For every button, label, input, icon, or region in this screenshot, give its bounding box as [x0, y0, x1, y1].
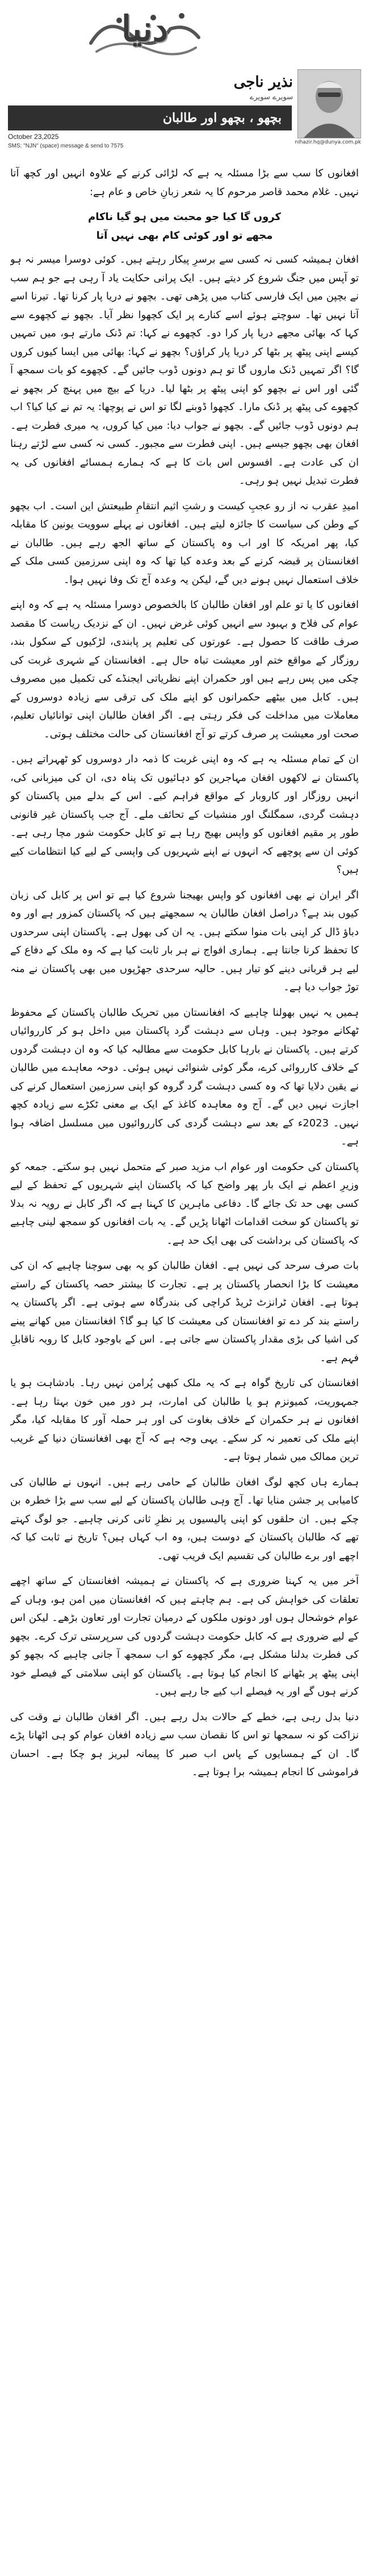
article-paragraph: اگر ایران نے بھی افغانوں کو واپس بھیجنا شروع کیا ہے تو اس پر کابل کی زبان کیوں بند ہے؟ دراصل افغان طالبان یہ سمجھتے ہیں کہ پاکستان کمزور ہے اور وہ دباؤ ڈال کر اپنی بات منوا سکتے ہیں۔ یہ ان کی بھول ہے۔ پاکستان اپنی سرحدوں کا تحفظ کرنا جانتا ہے۔ ہماری افواج نے ہر بار ثابت کیا ہے کہ وہ ملک کے دفاع کے لیے ہر قربانی دینے کو تیار ہیں۔ حالیہ سرحدی جھڑپوں میں بھی پاکستان نے منہ توڑ جواب دیا ہے۔: [10, 889, 359, 993]
article-body: [10, 164, 359, 2564]
column-title: بچھو ، بچھو اور طالبان: [162, 111, 282, 125]
article-paragraph: بات صرف سرحد کی نہیں ہے۔ افغان طالبان کو یہ بھی سوچنا چاہیے کہ ان کی معیشت کا بڑا انحصار پاکستان پر ہے۔ تجارت کا بیشتر حصہ پاکستان کے راستے ہوتا ہے۔ افغان ٹرانزٹ ٹریڈ کراچی کی بندرگاہ سے ہوتی ہے۔ اگر پاکستان یہ راستے بند کر دے تو افغانستان کی معیشت کا کیا ہو گا؟ افغانستان میں کھانے پینے کی اشیا کی بڑی مقدار پاکستان سے جاتی ہے۔ اس کے باوجود کابل کا رویہ ناقابلِ فہم ہے۔: [10, 1260, 359, 1364]
masthead: [0, 0, 369, 67]
article-paragraph: دنیا بدل رہی ہے، خطے کے حالات بدل رہے ہیں۔ اگر افغان طالبان نے وقت کی نزاکت کو نہ سمجھا تو اس کا نقصان سب سے زیادہ افغان عوام کو ہی اٹھانا پڑے گا۔ ان کے ہمسایوں کے پاس اب صبر کا پیمانہ لبریز ہو چکا ہے۔ احسان فراموشی کا انجام ہمیشہ برا ہوتا ہے۔: [10, 1711, 359, 1778]
author-strip: [8, 69, 361, 153]
article-paragraph: آخر میں یہ کہنا ضروری ہے کہ پاکستان نے ہمیشہ افغانستان کے ساتھ اچھے تعلقات کی خواہش کی ہے۔ ہم چاہتے ہیں کہ افغانستان میں امن ہو، وہاں کے عوام خوشحال ہوں اور دونوں ملکوں کے درمیان تجارت اور تعاون بڑھے۔ لیکن اس کے لیے ضروری ہے کہ کابل حکومت دہشت گردوں کی سرپرستی ترک کرے۔ بچھو کی فطرت بدلنا مشکل ہے، مگر کچھوے کو اب سمجھ آ جانی چاہیے کہ بچھو کو اپنی پیٹھ پر بٹھانے کا انجام کیا ہوتا ہے۔ پاکستان کو اپنی سلامتی کے فیصلے خود کرنے ہوں گے اور یہ فیصلے اب کیے جا رہے ہیں۔: [10, 1575, 359, 1697]
column-title-bar: [8, 105, 292, 130]
portrait-graphic: [298, 70, 360, 138]
article-paragraph: افغانستان کی تاریخ گواہ ہے کہ یہ ملک کبھی پُرامن نہیں رہا۔ بادشاہت ہو یا جمہوریت، کمیونزم ہو یا طالبان کی امارت، ہر دور میں خون بہتا رہا ہے۔ افغانوں نے ہر حکمران کے خلاف بغاوت کی اور ہر حملہ آور کا مقابلہ کیا، مگر اپنے ملک کی تعمیر نہ کر سکے۔ یہی وجہ ہے کہ آج بھی افغانستان دنیا کے غریب ترین ممالک میں شمار ہوتا ہے۔: [10, 1377, 359, 1463]
publish-date: October 23,2025: [8, 133, 59, 141]
verse-line: مجھے تو اور کوئی کام بھی نہیں آتا: [96, 229, 273, 242]
article-paragraph: ہمارے ہاں کچھ لوگ افغان طالبان کے حامی رہے ہیں۔ انہوں نے طالبان کی کامیابی پر جشن منایا تھا۔ آج وہی طالبان پاکستان کے لیے سب سے بڑا خطرہ بن چکے ہیں۔ ان حلقوں کو اپنی پالیسیوں پر نظرِ ثانی کرنی چاہیے۔ جو لوگ کہتے تھے کہ طالبان پاکستان کے دوست ہیں، وہ اب کہاں ہیں؟ تاریخ نے ثابت کیا کہ اچھے اور برے طالبان کی تقسیم ایک فریب تھی۔: [10, 1476, 359, 1562]
article-paragraph: پاکستان کی حکومت اور عوام اب مزید صبر کے متحمل نہیں ہو سکتے۔ جمعہ کو وزیرِ اعظم نے ایک بار پھر واضح کیا کہ پاکستان اپنے شہریوں کے تحفظ کے لیے کسی بھی حد تک جائے گا۔ دفاعی ماہرین کا کہنا ہے کہ اگر کابل نے رویہ نہ بدلا تو پاکستان کو سخت اقدامات اٹھانا پڑیں گے۔ یہ بات افغانوں کو سمجھ لینی چاہیے کہ پاکستان کی برداشت کی بھی ایک حد ہے۔: [10, 1160, 359, 1247]
author-subtitle: سویرے سویرے: [249, 93, 293, 102]
verse-line: کروں گا کیا جو محبت میں ہو گیا ناکام: [88, 211, 281, 223]
author-name: نذیر ناجی: [233, 74, 293, 91]
logo-text: دنیا: [121, 8, 169, 49]
author-name-box: [234, 74, 293, 102]
sms-instruction: SMS: "NJN" (space) message & send to 7575: [8, 143, 124, 149]
article-paragraph: امیدِ عقرب نہ از رو عجبِ کیست و رشتِ اثیم انتقامِ طبیعتش این است۔ اب بچھو کے وطن کی سیاست کا جائزہ لیتے ہیں۔ افغانوں نے پہلے سوویت یونین کا مقابلہ کیا، پھر امریکہ کا اور اب وہ پاکستان کے ساتھ الجھ رہے ہیں۔ طالبان نے افغانستان پر قبضہ کرنے کے بعد وعدہ کیا تھا کہ وہ اپنی سرزمین کسی ملک کے خلاف استعمال نہیں ہونے دیں گے، لیکن یہ وعدہ آج تک وفا نہیں ہوا۔: [10, 500, 359, 586]
article-paragraph: ان کے تمام مسئلہ یہ ہے کہ وہ اپنی غربت کا ذمہ دار دوسروں کو ٹھہراتے ہیں۔ پاکستان نے لاکھوں افغان مہاجرین کو دہائیوں تک پناہ دی، ان کی میزبانی کی، انہیں روزگار اور کاروبار کے مواقع فراہم کیے۔ اس کے بدلے میں پاکستان کو دہشت گردی، سمگلنگ اور منشیات کے تحائف ملے۔ آج جب پاکستان غیر قانونی طور پر مقیم افغانوں کو واپس بھیج رہا ہے تو کابل حکومت شور مچا رہی ہے۔ کوئی ان سے پوچھے کہ انہوں نے اپنے شہریوں کی واپسی کے لیے کیا انتظامات کیے ہیں؟: [10, 753, 359, 876]
article-paragraph: افغانوں کا یا تو علم اور افغان طالبان کا بالخصوص دوسرا مسئلہ یہ ہے کہ وہ اپنے عوام کی فلاح و بہبود سے انہیں کوئی غرض نہیں۔ ان کے نزدیک ریاست کا مقصد صرف طاقت کا حصول ہے۔ عورتوں کی تعلیم پر پابندی، لڑکیوں کے سکول بند، روزگار کے مواقع ختم اور معیشت تباہ حال ہے۔ افغانستان کے شہری غربت کی چکی میں پس رہے ہیں اور حکمران اپنے نظریاتی ایجنڈے کی تکمیل میں مصروف ہیں۔ کابل میں بیٹھے حکمرانوں کو اپنے ملک کی ترقی سے زیادہ دوسروں کے معاملات میں مداخلت کی فکر رہتی ہے۔ اگر افغان طالبان اپنی توانائیاں تعلیم، صحت اور معیشت پر صرف کرتے تو آج افغانستان کی حالت مختلف ہوتی۔: [10, 599, 359, 740]
newspaper-logo-icon: [85, 3, 204, 60]
article-paragraph: ہمیں یہ نہیں بھولنا چاہیے کہ افغانستان میں تحریک طالبان پاکستان کے محفوظ ٹھکانے موجود ہیں۔ وہاں سے دہشت گرد پاکستان میں داخل ہو کر کارروائیاں کرتے ہیں۔ پاکستان نے بارہا کابل حکومت سے مطالبہ کیا کہ وہ ان دہشت گردوں کے خلاف کارروائی کرے، مگر کوئی شنوائی نہیں ہوئی۔ دوحہ معاہدے میں طالبان نے یقین دلایا تھا کہ وہ کسی دہشت گرد گروہ کو اپنی سرزمین استعمال کرنے کی اجازت نہیں دیں گے۔ آج وہ معاہدہ کاغذ کے ایک بے معنی ٹکڑے سے زیادہ کچھ نہیں۔ 2023ء کے بعد سے دہشت گردی کی کارروائیوں میں مسلسل اضافہ ہوا ہے۔: [10, 1006, 359, 1147]
author-portrait-icon: [297, 69, 361, 138]
article-paragraph: افغانوں کا سب سے بڑا مسئلہ یہ ہے کہ لڑائی کرنے کے علاوہ انہیں اور کچھ آتا نہیں۔ غلام محمد قاصر مرحوم کا یہ شعر زبانِ خاص و عام ہے:: [10, 167, 359, 198]
author-email[interactable]: nihazir.hq@dunya.com.pk: [295, 140, 361, 145]
article-paragraph: افغان ہمیشہ کسی نہ کسی سے برسرِ پیکار رہتے ہیں۔ کوئی دوسرا میسر نہ ہو تو آپس میں جنگ شروع کر دیتے ہیں۔ ایک پرانی حکایت یاد آ رہی ہے جو ہم سب نے بچپن میں ایک فارسی کتاب میں پڑھی تھی۔ بچھو نے دریا پار کرنا تھا۔ تیرنا اسے آتا نہیں تھا۔ سوچتے ہوئے اسے کنارے پر ایک کچھوا نظر آیا۔ بچھو نے کچھوے سے کہا کہ بھائی مجھے دریا پار کرا دو۔ کچھوے نے کہا: تم ڈنک مارتے ہو، میں تمہیں کیسے اپنی پیٹھ پر بٹھا کر دریا پار کراؤں؟ بچھو نے کہا: بھائی میں ایسا کیوں کروں گا؟ اگر تمہیں ڈنک ماروں گا تو ہم دونوں ڈوب جائیں گے۔ کچھوے کو بات سمجھ آ گئی اور اس نے بچھو کو اپنی پیٹھ پر بٹھا لیا۔ دریا کے بیچ میں پہنچ کر بچھو نے کچھوے کی پیٹھ پر ڈنک مارا۔ کچھوا ڈوبنے لگا تو اس نے پوچھا: یہ تم نے کیا کیا؟ اب ہم دونوں ڈوب جائیں گے۔ بچھو نے جواب دیا: میں کیا کروں، یہ میری فطرت ہے۔ افغان بھی بچھو جیسے ہیں۔ اپنی فطرت سے مجبور۔ کسی نہ کسی سے لڑتے رہنا ان کی عادت ہے۔ افسوس اس بات کا ہے کہ ہمارے ہمسائے افغانوں کی یہ فطرت تبدیل نہیں ہو رہی۔: [10, 254, 359, 487]
poetry-verse: [10, 208, 359, 245]
